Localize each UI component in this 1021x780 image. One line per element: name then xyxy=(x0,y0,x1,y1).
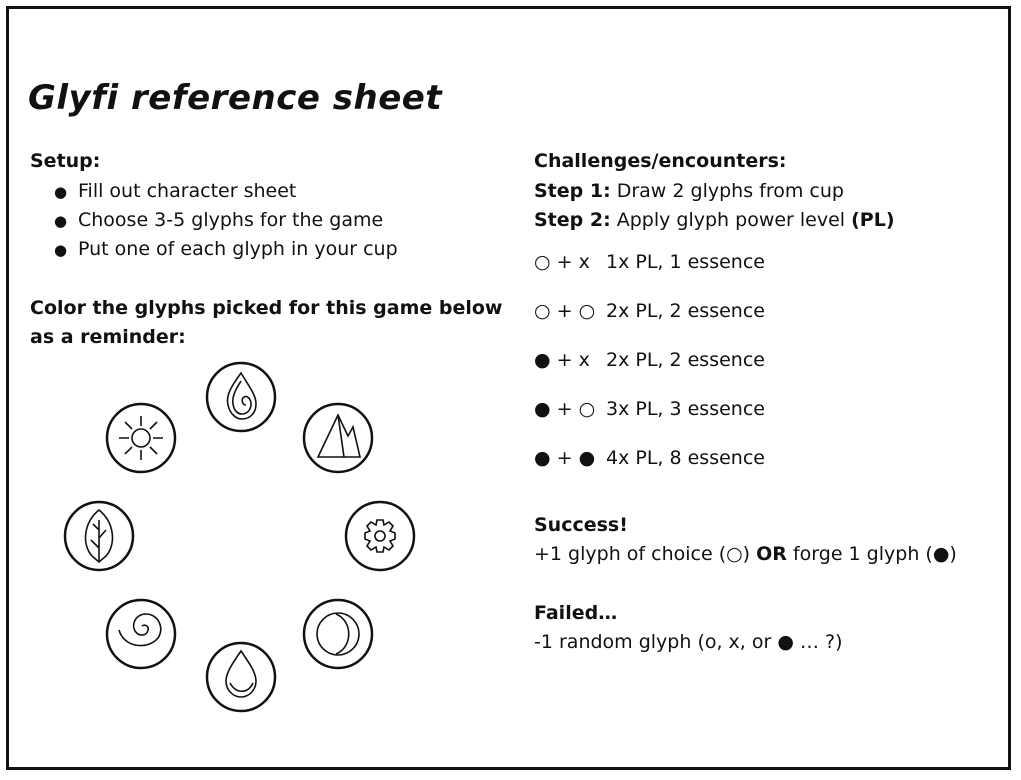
challenges-heading: Challenges/encounters: xyxy=(534,150,787,172)
step-1 xyxy=(534,180,844,202)
combo-result: 4x PL, 8 essence xyxy=(606,447,765,469)
mountain-icon xyxy=(304,404,372,472)
step-2-pl: (PL) xyxy=(851,209,895,231)
failed-text: -1 random glyph (o, x, or ● … ?) xyxy=(534,631,843,653)
setup-item: ● Fill out character sheet xyxy=(78,180,296,202)
combo-row xyxy=(534,398,765,420)
setup-heading: Setup: xyxy=(30,150,101,172)
step-2 xyxy=(534,209,895,231)
sun-icon xyxy=(107,404,175,472)
step-1-label: Step 1: xyxy=(534,180,611,202)
page-title: Glyfi reference sheet xyxy=(28,78,443,118)
success-or: OR xyxy=(756,543,787,565)
setup-item: ● Put one of each glyph in your cup xyxy=(78,238,398,260)
combo-result: 3x PL, 3 essence xyxy=(606,398,765,420)
fire-icon xyxy=(207,363,275,431)
combo-symbols: ● + x xyxy=(534,349,590,371)
combo-symbols: ● + ● xyxy=(534,447,596,469)
leaf-icon xyxy=(65,502,133,570)
combo-symbols: ● + ○ xyxy=(534,398,596,420)
step-2-text: Apply glyph power level xyxy=(610,209,852,231)
combo-row xyxy=(534,447,765,469)
combo-row xyxy=(534,300,765,322)
gear-icon xyxy=(346,502,414,570)
color-note-line1: Color the glyphs picked for this game below xyxy=(30,297,503,319)
success-heading: Success! xyxy=(534,514,628,536)
step-1-text: Draw 2 glyphs from cup xyxy=(610,180,844,202)
spiral-icon xyxy=(107,600,175,668)
combo-symbols: ○ + ○ xyxy=(534,300,596,322)
combo-symbols: ○ + x xyxy=(534,251,590,273)
moon-icon xyxy=(304,600,372,668)
combo-result: 2x PL, 2 essence xyxy=(606,300,765,322)
setup-item: ● Choose 3-5 glyphs for the game xyxy=(78,209,383,231)
water-drop-icon xyxy=(207,643,275,711)
success-text-1: +1 glyph of choice (○) xyxy=(534,543,757,565)
combo-result: 1x PL, 1 essence xyxy=(606,251,765,273)
step-2-label: Step 2: xyxy=(534,209,611,231)
success-text xyxy=(534,543,957,565)
color-note-line2: as a reminder: xyxy=(30,326,186,348)
success-text-2: forge 1 glyph (●) xyxy=(786,543,957,565)
combo-row xyxy=(534,349,765,371)
combo-result: 2x PL, 2 essence xyxy=(606,349,765,371)
combo-row xyxy=(534,251,765,273)
failed-heading: Failed… xyxy=(534,602,618,624)
